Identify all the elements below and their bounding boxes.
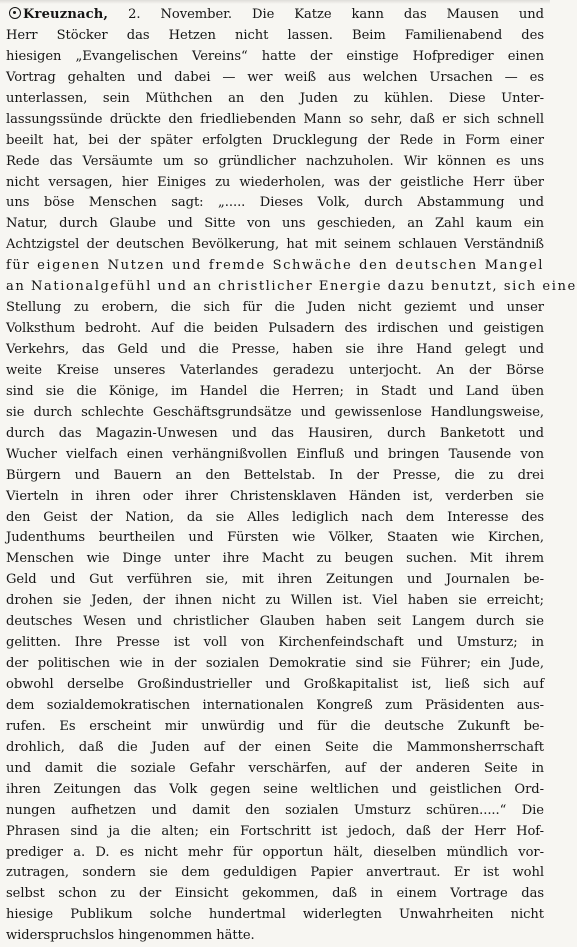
news-article <box>6 5 577 947</box>
article-line-12: Achtzigstel der deutschen Bevölkerung, hat mit seinem schlauen Verständniß <box>6 237 544 253</box>
article-line-3: hiesigen „Evangelischen Vereins“ hatte der einstige Hofprediger einen <box>6 48 544 64</box>
article-line-36: drohlich, daß die Juden auf der einen Seite die Mammonsherrschaft <box>6 739 544 755</box>
article-line-34: dem sozialdemokratischen internationalen Kongreß zum Präsidenten aus- <box>6 697 544 713</box>
article-line-7: beeilt hat, bei der später erfolgten Drucklegung der Rede in Form einer <box>6 132 544 148</box>
article-line-25: den Geist der Nation, da sie Alles lediglich nach dem Interesse des <box>6 509 544 525</box>
dateline-bullet-icon <box>9 7 21 19</box>
article-line-41: prediger a. D. es nicht mehr für opportun hält, dieselben mündlich vor- <box>6 844 544 860</box>
article-line-16: Volksthum bedroht. Auf die beiden Pulsadern des irdischen und geistigen <box>6 321 544 337</box>
article-line-45: widerspruchslos hingenommen hätte. <box>6 928 255 944</box>
article-line-32: der politischen wie in der sozialen Demokratie sind sie Führer; ein Jude, <box>6 656 544 672</box>
article-line-33: obwohl derselbe Großindustrieller und Großkapitalist ist, ließ sich auf <box>6 677 544 692</box>
article-line-15: Stellung zu erobern, die sich für die Juden nicht geziemt und unser <box>6 300 544 316</box>
article-line-6: lassungssünde drückte den friedliebenden Mann so sehr, daß er sich schnell <box>6 111 544 127</box>
article-line-28: Geld und Gut verführen sie, mit ihren Zeitungen und Journalen be- <box>6 572 544 588</box>
article-line-27: Menschen wie Dinge unter ihre Macht zu beugen suchen. Mit ihrem <box>6 551 544 567</box>
article-line-38: ihren Zeitungen das Volk gegen seine weltlichen und geistlichen Ord- <box>6 781 544 797</box>
article-line-24: Vierteln in ihren oder ihrer Christensklaven Händen ist, verderben sie <box>6 488 544 504</box>
article-line-22: Wucher vielfach einen verhängnißvollen Einfluß und bringen Tausende von <box>6 446 544 462</box>
article-line-43: selbst schon zu der Einsicht gekommen, daß in einem Vortrage das <box>6 886 544 902</box>
article-line-37: und damit die soziale Gefahr verschärfen, auf der anderen Seite in <box>6 760 544 776</box>
article-line-26: Judenthums beurtheilen und Fürsten wie Völker, Staaten wie Kirchen, <box>6 530 544 546</box>
article-line-8: Rede das Versäumte um so gründlicher nachzuholen. Wir können es uns <box>6 153 544 169</box>
article-line-31: gelitten. Ihre Presse ist voll von Kirchenfeindschaft und Umsturz; in <box>6 635 544 651</box>
article-line-39: nungen aufhetzen und damit den sozialen Umsturz schüren.....“ Die <box>6 802 544 818</box>
article-line-2: Herr Stöcker das Hetzen nicht lassen. Beim Familienabend des <box>6 27 544 43</box>
article-line-40: Phrasen sind ja die alten; ein Fortschritt ist jedoch, daß der Herr Hof- <box>6 823 544 839</box>
clipping-top-edge <box>0 0 550 4</box>
article-line-11: Natur, durch Glaube und Sitte von uns geschieden, an Zahl kaum ein <box>6 216 544 232</box>
article-line-44: hiesige Publikum solche hundertmal widerlegten Unwahrheiten nicht <box>6 907 544 923</box>
article-line-4: Vortrag gehalten und dabei — wer weiß aus welchen Ursachen — es <box>6 69 544 85</box>
dateline-place: Kreuznach, <box>23 7 109 22</box>
article-line-18: weite Kreise unseres Vaterlandes geradezu unterjocht. An der Börse <box>6 362 544 378</box>
article-line-42: zutragen, sondern sie dem geduldigen Papier anvertraut. Er ist wohl <box>6 865 544 881</box>
article-line-30: deutsches Wesen und christlicher Glauben haben seit Langem durch sie <box>6 614 544 630</box>
article-line-14: an Nationalgefühl und an christlicher Energie dazu benutzt, sich eine <box>6 279 577 295</box>
article-line-21: durch das Magazin-Unwesen und das Hausiren, durch Banketott und <box>6 425 544 441</box>
article-line-1-text: Die Katze kann das Mausen und <box>232 7 544 22</box>
article-line-1 <box>6 5 544 26</box>
article-line-23: Bürgern und Bauern an den Bettelstab. In der Presse, die zu drei <box>6 467 544 483</box>
article-line-13: für eigenen Nutzen und fremde Schwäche den deutschen Mangel <box>6 258 544 274</box>
article-line-17: Verkehrs, das Geld und die Presse, haben sie ihre Hand gelegt und <box>6 342 544 357</box>
article-line-35: rufen. Es erscheint mir unwürdig und für die deutsche Zukunft be- <box>6 718 544 734</box>
article-line-10: uns böse Menschen sagt: „..... Dieses Volk, durch Abstammung und <box>6 195 544 211</box>
article-line-19: sind sie die Könige, im Handel die Herren; in Stadt und Land üben <box>6 383 544 399</box>
article-line-29: drohen sie Jeden, der ihnen nicht zu Willen ist. Viel haben sie erreicht; <box>6 593 544 609</box>
article-line-9: nicht versagen, hier Einiges zu wiederholen, was der geistliche Herr über <box>6 174 544 190</box>
article-line-20: sie durch schlechte Geschäftsgrundsätze und gewissenlose Handlungsweise, <box>6 404 544 420</box>
article-line-5: unterlassen, sein Müthchen an den Juden zu kühlen. Diese Unter- <box>6 90 544 106</box>
dateline-date: 2. November. <box>128 7 233 22</box>
